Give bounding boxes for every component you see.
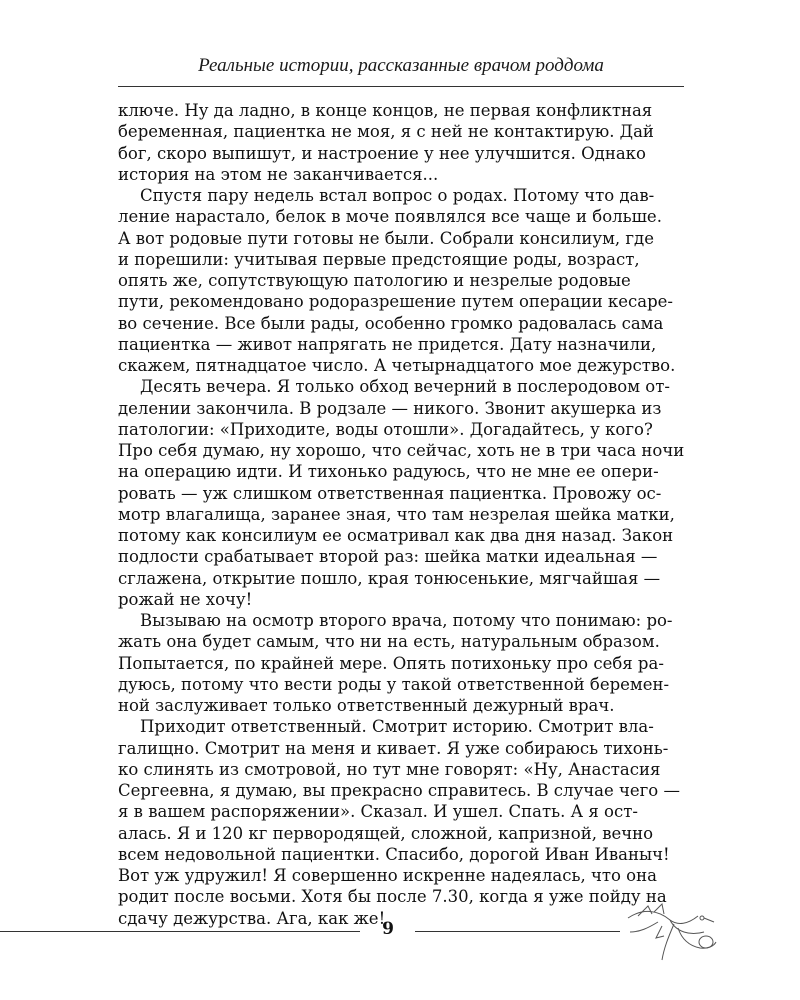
text-line: пути, рекомендовано родоразрешение путем операции кесаре- [118,292,673,312]
text-line: ключе. Ну да ладно, в конце концов, не первая конфликтная [118,101,653,120]
text-line: Приходит ответственный. Смотрит историю. Смотрит вла- [140,717,654,737]
text-line: ной заслуживает только ответственный дежурный врач. [118,696,615,715]
text-line: Попытается, по крайней мере. Опять потихоньку про себя ра- [118,653,664,673]
text-line: галищно. Смотрит на меня и кивает. Я уже собираюсь тихонь- [118,738,669,758]
text-line: во сечение. Все были рады, особенно громко радовалась сама [118,313,664,333]
text-line: родит после восьми. Хотя бы после 7.30, когда я уже пойду на [118,887,667,907]
text-line: алась. Я и 120 кг первородящей, сложной, капризной, вечно [118,823,654,843]
text-line: беременная, пациентка не моя, я с ней не контактирую. Дай [118,122,654,142]
text-line: скажем, пятнадцатое число. А четырнадцатого мое дежурство. [118,356,676,375]
text-line: сглажена, открытие пошло, края тонюсенькие, мягчайшая — [118,568,661,588]
text-line: сдачу дежурства. Ага, как же! [118,908,386,928]
text-line: ровать — уж слишком ответственная пациентка. Провожу ос- [118,483,662,503]
text-line: дуюсь, потому что вести роды у такой ответственной беремен- [118,674,670,694]
body-text [118,100,684,929]
text-line: А вот родовые пути готовы не были. Собрали консилиум, где [118,228,654,248]
text-line: Про себя думаю, ну хорошо, что сейчас, хоть не в три часа ночи [118,441,685,460]
text-line: я в вашем распоряжении». Сказал. И ушел. Спать. А я ост- [118,802,638,822]
text-line: потому как консилиум ее осматривал как два дня назад. Закон [118,526,674,545]
text-line: патологии: «Приходите, воды отошли». Догадайтесь, у кого? [118,419,653,439]
text-line: ко слинять из смотровой, но тут мне говорят: «Ну, Анастасия [118,759,661,779]
running-header: Реальные истории, рассказанные врачом роддома [198,55,604,76]
footer-rule-right [415,931,620,932]
text-line: история на этом не заканчивается... [118,164,439,184]
text-line: Вот уж удружил! Я совершенно искренне надеялась, что она [118,866,657,885]
text-line: рожай не хочу! [118,589,253,609]
text-line: Сергеевна, я думаю, вы прекрасно справитесь. В случае чего — [118,781,680,800]
text-line: пациентка — живот напрягать не придется. Дату назначили, [118,334,657,354]
text-line: всем недовольной пациентки. Спасибо, дорогой Иван Иваныч! [118,844,670,864]
text-line: опять же, сопутствующую патологию и незрелые родовые [118,271,631,290]
text-line: на операцию идти. И тихонько радуюсь, что не мне ее опери- [118,462,659,482]
header-rule [118,86,684,87]
text-line: мотр влагалища, заранее зная, что там незрелая шейка матки, [118,504,675,524]
text-line: делении закончила. В родзале — никого. Звонит акушерка из [118,398,662,418]
text-line: бог, скоро выпишут, и настроение у нее улучшится. Однако [118,143,646,163]
text-line: Вызываю на осмотр второго врача, потому что понимаю: ро- [140,611,673,630]
text-line: Десять вечера. Я только обход вечерний в послеродовом от- [140,377,670,397]
text-line: и порешили: учитывая первые предстоящие роды, возраст, [118,249,640,269]
text-line: подлости срабатывает второй раз: шейка матки идеальная — [118,547,658,567]
text-line: жать она будет самым, что ни на есть, натуральным образом. [118,632,660,652]
text-line: Спустя пару недель встал вопрос о родах. Потому что дав- [140,186,655,205]
stork-icon [618,898,718,968]
text-line: ление нарастало, белок в моче появлялся все чаще и больше. [118,207,662,227]
footer-rule-left [0,931,360,932]
page-number: 9 [382,919,394,939]
